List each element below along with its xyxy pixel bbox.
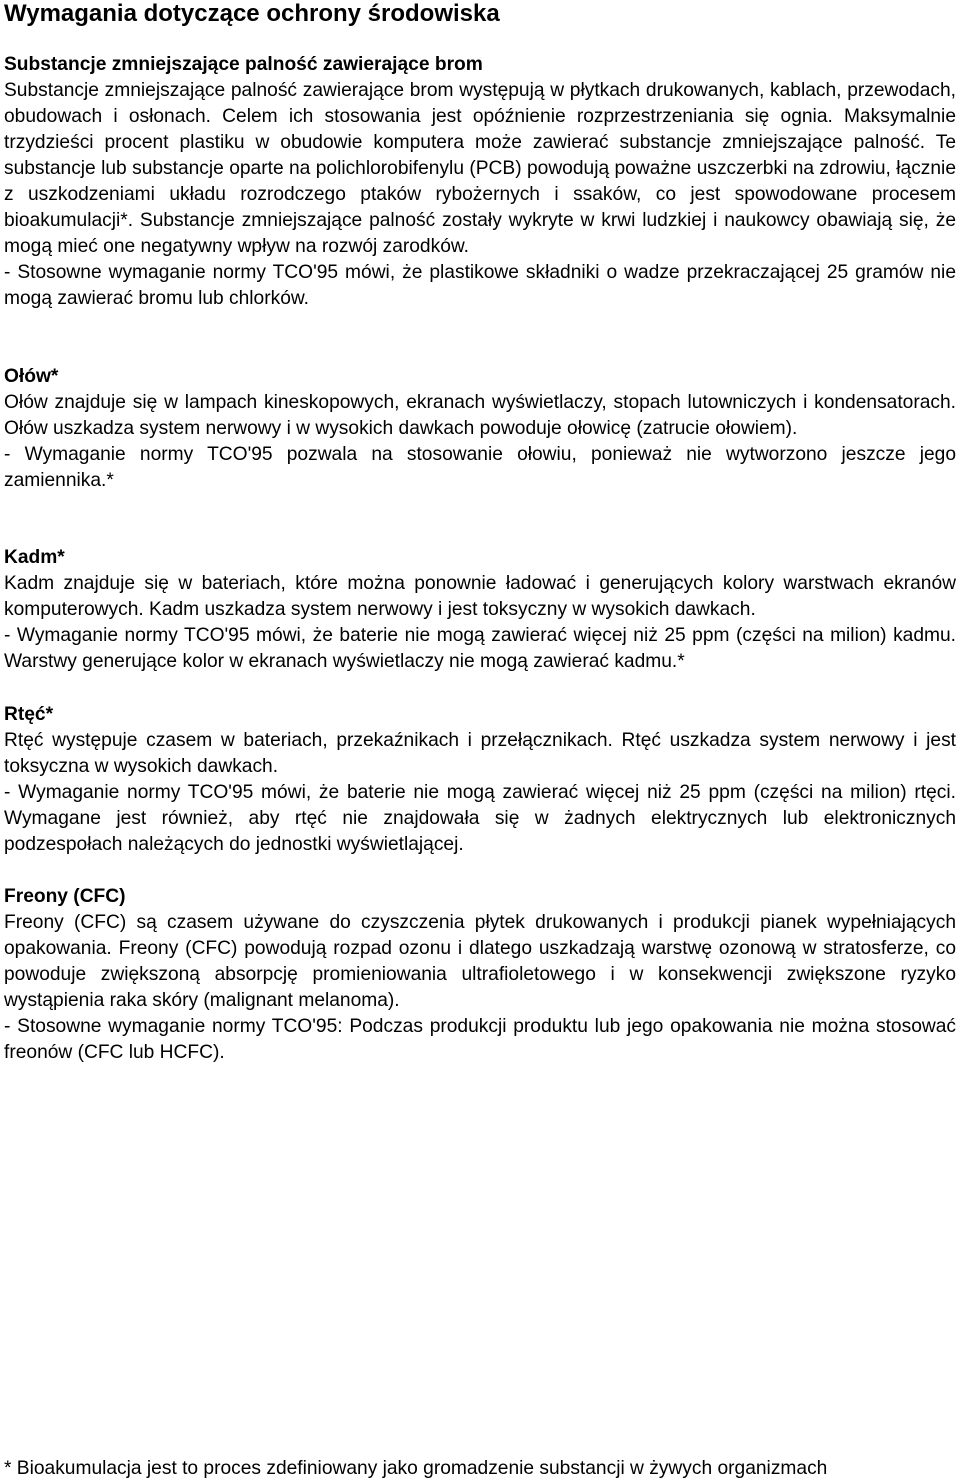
section-cadmium: [4, 545, 956, 675]
section-requirement: - Wymaganie normy TCO'95 pozwala na stosowanie ołowiu, ponieważ nie wytworzono jeszcze jego zamiennika.*: [4, 444, 956, 491]
section-cfc: [4, 884, 956, 1066]
section-lead: [4, 364, 956, 494]
section-requirement: - Wymaganie normy TCO'95 mówi, że baterie nie mogą zawierać więcej niż 25 ppm (części na milion) kadmu. Warstwy generujące kolor w ekranach wyświetlaczy nie mogą zawierać kadmu.*: [4, 625, 956, 672]
section-heading: Ołów*: [4, 366, 59, 387]
footnote: * Bioakumulacja jest to proces zdefiniowany jako gromadzenie substancji w żywych organizmach: [4, 1458, 828, 1479]
section-requirement: - Stosowne wymaganie normy TCO'95 mówi, że plastikowe składniki o wadze przekraczającej 25 gramów nie mogą zawierać bromu lub chlorków.: [4, 262, 956, 309]
section-body: Rtęć występuje czasem w bateriach, przekaźnikach i przełącznikach. Rtęć uszkadza system nerwowy i jest toksyczna w wysokich dawkach.: [4, 730, 956, 777]
section-requirement: - Stosowne wymaganie normy TCO'95: Podczas produkcji produktu lub jego opakowania nie można stosować freonów (CFC lub HCFC).: [4, 1016, 956, 1063]
page-title: Wymagania dotyczące ochrony środowiska: [4, 0, 500, 27]
section-mercury: [4, 702, 956, 858]
document-page: [4, 0, 956, 1063]
section-requirement: - Wymaganie normy TCO'95 mówi, że baterie nie mogą zawierać więcej niż 25 ppm (części na milion) rtęci. Wymagane jest również, aby rtęć nie znajdowała się w żadnych elektrycznych lub elektronicznych podzespołach należących do jednostki wyświetlającej.: [4, 782, 956, 855]
section-heading: Kadm*: [4, 547, 65, 568]
section-body: Ołów znajduje się w lampach kineskopowych, ekranach wyświetlaczy, stopach lutowniczych i kondensatorach. Ołów uszkadza system nerwowy i w wysokich dawkach powoduje ołowicę (zatrucie ołowiem).: [4, 392, 956, 439]
section-heading: Substancje zmniejszające palność zawierające brom: [4, 54, 483, 75]
section-brominated-flame-retardants: [4, 52, 956, 312]
section-body: Substancje zmniejszające palność zawierające brom występują w płytkach drukowanych, kablach, przewodach, obudowach i osłonach. Celem ich stosowania jest opóźnienie rozprzestrzeniania się ognia. Maksymalnie trzydzieści procent plastiku w obudowie komputera może zawierać substancje zmniejszające palność. Te substancje lub substancje oparte na polichlorobifenylu (PCB) powodują poważne uszczerbki na zdrowiu, łącznie z uszkodzeniami układu rozrodczego ptaków rybożernych i ssaków, co jest spowodowane procesem bioakumulacji*. Substancje zmniejszające palność zostały wykryte w krwi ludzkiej i naukowcy obawiają się, że mogą mieć one negatywny wpływ na rozwój zarodków.: [4, 80, 956, 257]
section-body: Freony (CFC) są czasem używane do czyszczenia płytek drukowanych i produkcji pianek wypełniających opakowania. Freony (CFC) powodują rozpad ozonu i dlatego uszkadzają warstwę ozonową w stratosferze, co powoduje zwiększoną absorpcję promieniowania ultrafioletowego i w konsekwencji zwiększone ryzyko wystąpienia raka skóry (malignant melanoma).: [4, 912, 956, 1011]
section-body: Kadm znajduje się w bateriach, które można ponownie ładować i generujących kolory warstwach ekranów komputerowych. Kadm uszkadza system nerwowy i jest toksyczny w wysokich dawkach.: [4, 573, 956, 620]
section-heading: Rtęć*: [4, 704, 54, 725]
section-heading: Freony (CFC): [4, 886, 126, 907]
